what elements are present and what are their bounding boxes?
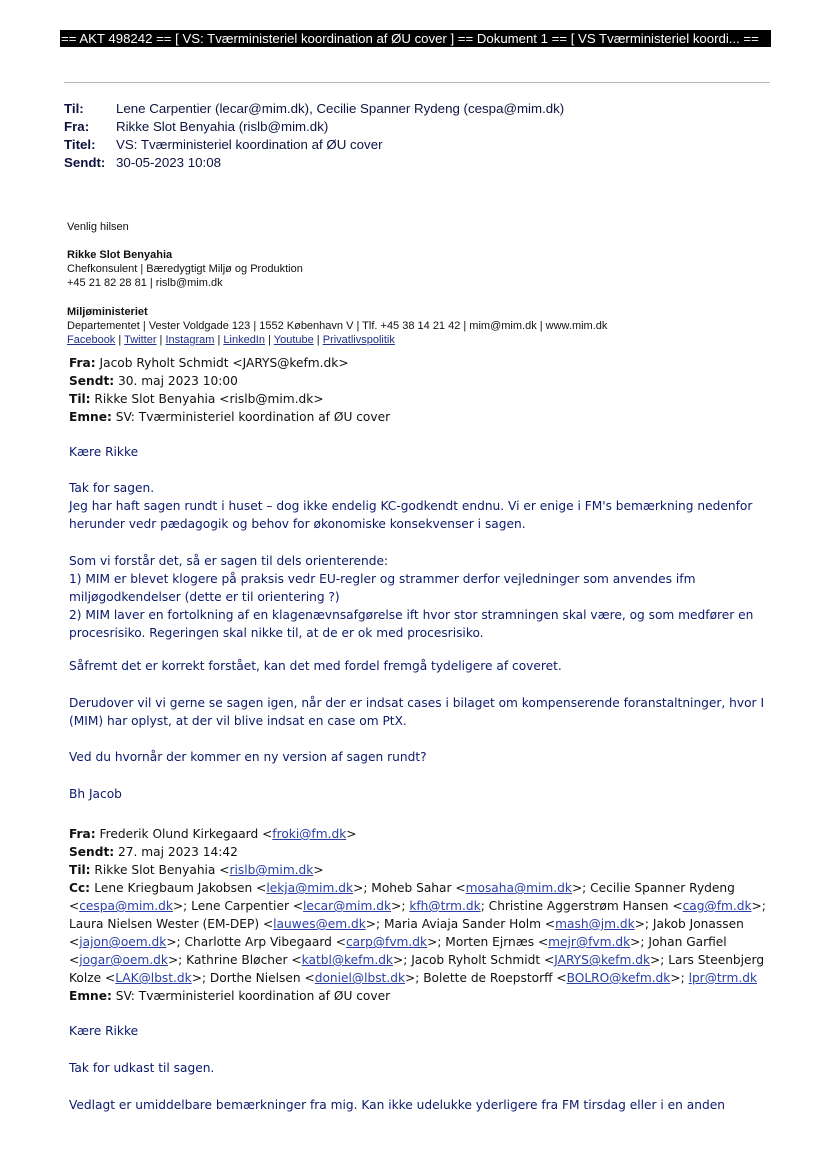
cc-email-link[interactable]: cag@fm.dk (682, 899, 752, 913)
cc-email-link[interactable]: doniel@lbst.dk (314, 971, 405, 985)
cc-email-link[interactable]: lauwes@em.dk (273, 917, 366, 931)
mail1-paragraph-1: Tak for sagen. Jeg har haft sagen rundt i huset – dog ikke endelig KC-godkendt endnu. Vi er enige i FM's bemærkning nedenfor herunder vedr pædagogik og behov for økonomiske konsekvenser i sagen. (69, 481, 753, 531)
mail2-subject: Emne: SV: Tværministeriel koordination af ØU cover (69, 989, 391, 1003)
cc-label: Cc: (69, 881, 95, 895)
mail2-to: Til: Rikke Slot Benyahia <rislb@mim.dk> (69, 863, 324, 877)
social-links: Facebook | Twitter | Instagram | LinkedIn | Youtube | Privatlivspolitik (67, 334, 395, 346)
email-frederik (69, 825, 766, 1005)
cc-text: < (69, 935, 80, 949)
cc-email-link[interactable]: jajon@oem.dk (79, 935, 167, 949)
mail2-paragraph-2: Vedlagt er umiddelbare bemærkninger fra mig. Kan ikke udelukke yderligere fra FM tirsdag eller i en anden (69, 1098, 725, 1112)
mail2-from: Fra: Frederik Olund Kirkegaard <froki@fm.dk> (69, 827, 357, 841)
cc-text: >; Johan Garfiel (630, 935, 727, 949)
mail2-cc (69, 879, 766, 987)
cc-line (69, 933, 759, 951)
cc-text: Kolze < (69, 971, 116, 985)
cc-email-link[interactable]: katbl@kefm.dk (301, 953, 393, 967)
cc-text: >; (751, 899, 766, 913)
cc-email-link[interactable]: lekja@mim.dk (266, 881, 354, 895)
mail1-paragraph-4: Derudover vil vi gerne se sagen igen, når der er indsat cases i bilaget om kompenserende foranstaltninger, hvor I (MIM) har oplyst, at der vil blive indsat en case om PtX. (69, 696, 765, 728)
signature-greeting: Venlig hilsen (67, 221, 129, 233)
cc-email-link[interactable]: mash@jm.dk (555, 917, 635, 931)
cc-text: >; Lene Carpentier < (172, 899, 304, 913)
header-to: Til: Lene Carpentier (lecar@mim.dk), Cecilie Spanner Rydeng (cespa@mim.dk) (64, 101, 565, 116)
mail1-closing: Bh Jacob (69, 787, 122, 801)
cc-text: < (69, 899, 80, 913)
cc-email-link[interactable]: cespa@mim.dk (79, 899, 173, 913)
header-sent: Sendt: 30-05-2023 10:08 (64, 155, 221, 170)
document-banner: == AKT 498242 == [ VS: Tværministeriel koordination af ØU cover ] == Dokument 1 == [ VS Tværministeriel koordi... == (60, 30, 771, 47)
cc-text: >; Lars Steenbjerg (650, 953, 765, 967)
mail2-to-email[interactable]: rislb@mim.dk (229, 863, 314, 877)
cc-line (69, 915, 759, 933)
cc-text: >; Maria Aviaja Sander Holm < (365, 917, 556, 931)
cc-text: >; (391, 899, 410, 913)
cc-email-link[interactable]: lecar@mim.dk (303, 899, 392, 913)
cc-text: >; (670, 971, 689, 985)
mail1-to: Til: Rikke Slot Benyahia <rislb@mim.dk> (69, 392, 324, 406)
signature-role: Chefkonsulent | Bæredygtigt Miljø og Produktion (67, 263, 303, 275)
cc-text: >; Kathrine Bløcher < (167, 953, 302, 967)
mail1-paragraph-3: Såfremt det er korrekt forstået, kan det med fordel fremgå tydeligere af coveret. (69, 659, 562, 673)
cc-email-link[interactable]: BOLRO@kefm.dk (566, 971, 671, 985)
cc-line (69, 951, 765, 969)
signature-org: Miljøministeriet (67, 306, 148, 318)
mail1-paragraph-5: Ved du hvornår der kommer en ny version af sagen rundt? (69, 750, 427, 764)
cc-line (69, 897, 766, 915)
cc-text: >; Morten Ejrnæs < (427, 935, 549, 949)
mail1-paragraph-2: Som vi forstår det, så er sagen til dels orienterende: 1) MIM er blevet klogere på praksis vedr EU-regler og strammer derfor vejledninger som anvendes ifm miljøgodkendelser (dette er til orientering ?) 2) MIM laver en fortolkning af en klagenævnsafgørelse ift hvor stor stramningen skal være, og som medfører en procesrisiko. Regeringen skal nikke til, at de er ok med procesrisiko. (69, 554, 754, 640)
cc-email-link[interactable]: carp@fvm.dk (345, 935, 428, 949)
link-instagram[interactable]: Instagram (165, 334, 215, 346)
signature-contact: +45 21 82 28 81 | rislb@mim.dk (67, 277, 223, 289)
cc-email-link[interactable]: kfh@trm.dk (409, 899, 481, 913)
cc-line (69, 879, 759, 897)
header-divider (64, 82, 770, 83)
cc-email-link[interactable]: mejr@fvm.dk (548, 935, 631, 949)
link-facebook[interactable]: Facebook (67, 334, 116, 346)
header-from: Fra: Rikke Slot Benyahia (rislb@mim.dk) (64, 119, 329, 134)
signature-address: Departementet | Vester Voldgade 123 | 1552 København V | Tlf. +45 38 14 21 42 | mim@mim.dk | www.mim.dk (67, 320, 608, 332)
cc-text: Laura Nielsen Wester (EM-DEP) < (69, 917, 274, 931)
mail2-from-email[interactable]: froki@fm.dk (272, 827, 347, 841)
mail2-salutation: Kære Rikke (69, 1024, 139, 1038)
cc-email-link[interactable]: mosaha@mim.dk (465, 881, 572, 895)
link-twitter[interactable]: Twitter (124, 334, 157, 346)
cc-email-link[interactable]: lpr@trm.dk (688, 971, 757, 985)
cc-text: Lene Kriegbaum Jakobsen < (94, 881, 267, 895)
cc-text: >; Jacob Ryholt Schmidt < (393, 953, 555, 967)
link-linkedin[interactable]: LinkedIn (223, 334, 265, 346)
cc-line (69, 969, 759, 987)
mail1-sent: Sendt: 30. maj 2023 10:00 (69, 374, 238, 388)
mail1-subject: Emne: SV: Tværministeriel koordination af ØU cover (69, 410, 391, 424)
mail2-sent: Sendt: 27. maj 2023 14:42 (69, 845, 238, 859)
cc-text: >; Jakob Jonassen (634, 917, 744, 931)
mail2-paragraph-1: Tak for udkast til sagen. (69, 1061, 215, 1075)
cc-email-link[interactable]: jogar@oem.dk (79, 953, 168, 967)
cc-text: >; Charlotte Arp Vibegaard < (166, 935, 346, 949)
email-jacob (69, 354, 759, 426)
cc-text: < (69, 953, 80, 967)
signature-name: Rikke Slot Benyahia (67, 249, 173, 261)
cc-text: >; Moheb Sahar < (353, 881, 466, 895)
cc-text: >; Cecilie Spanner Rydeng (571, 881, 735, 895)
mail1-from: Fra: Jacob Ryholt Schmidt <JARYS@kefm.dk> (69, 356, 349, 370)
mail1-salutation: Kære Rikke (69, 445, 139, 459)
header-title: Titel: VS: Tværministeriel koordination af ØU cover (64, 137, 383, 152)
cc-text: >; Dorthe Nielsen < (191, 971, 315, 985)
cc-text: >; Bolette de Roepstorff < (405, 971, 567, 985)
cc-email-link[interactable]: JARYS@kefm.dk (554, 953, 651, 967)
cc-text: ; Christine Aggerstrøm Hansen < (480, 899, 683, 913)
link-youtube[interactable]: Youtube (273, 334, 314, 346)
document-header (64, 100, 564, 172)
link-privacy[interactable]: Privatlivspolitik (322, 334, 395, 346)
cc-email-link[interactable]: LAK@lbst.dk (115, 971, 192, 985)
